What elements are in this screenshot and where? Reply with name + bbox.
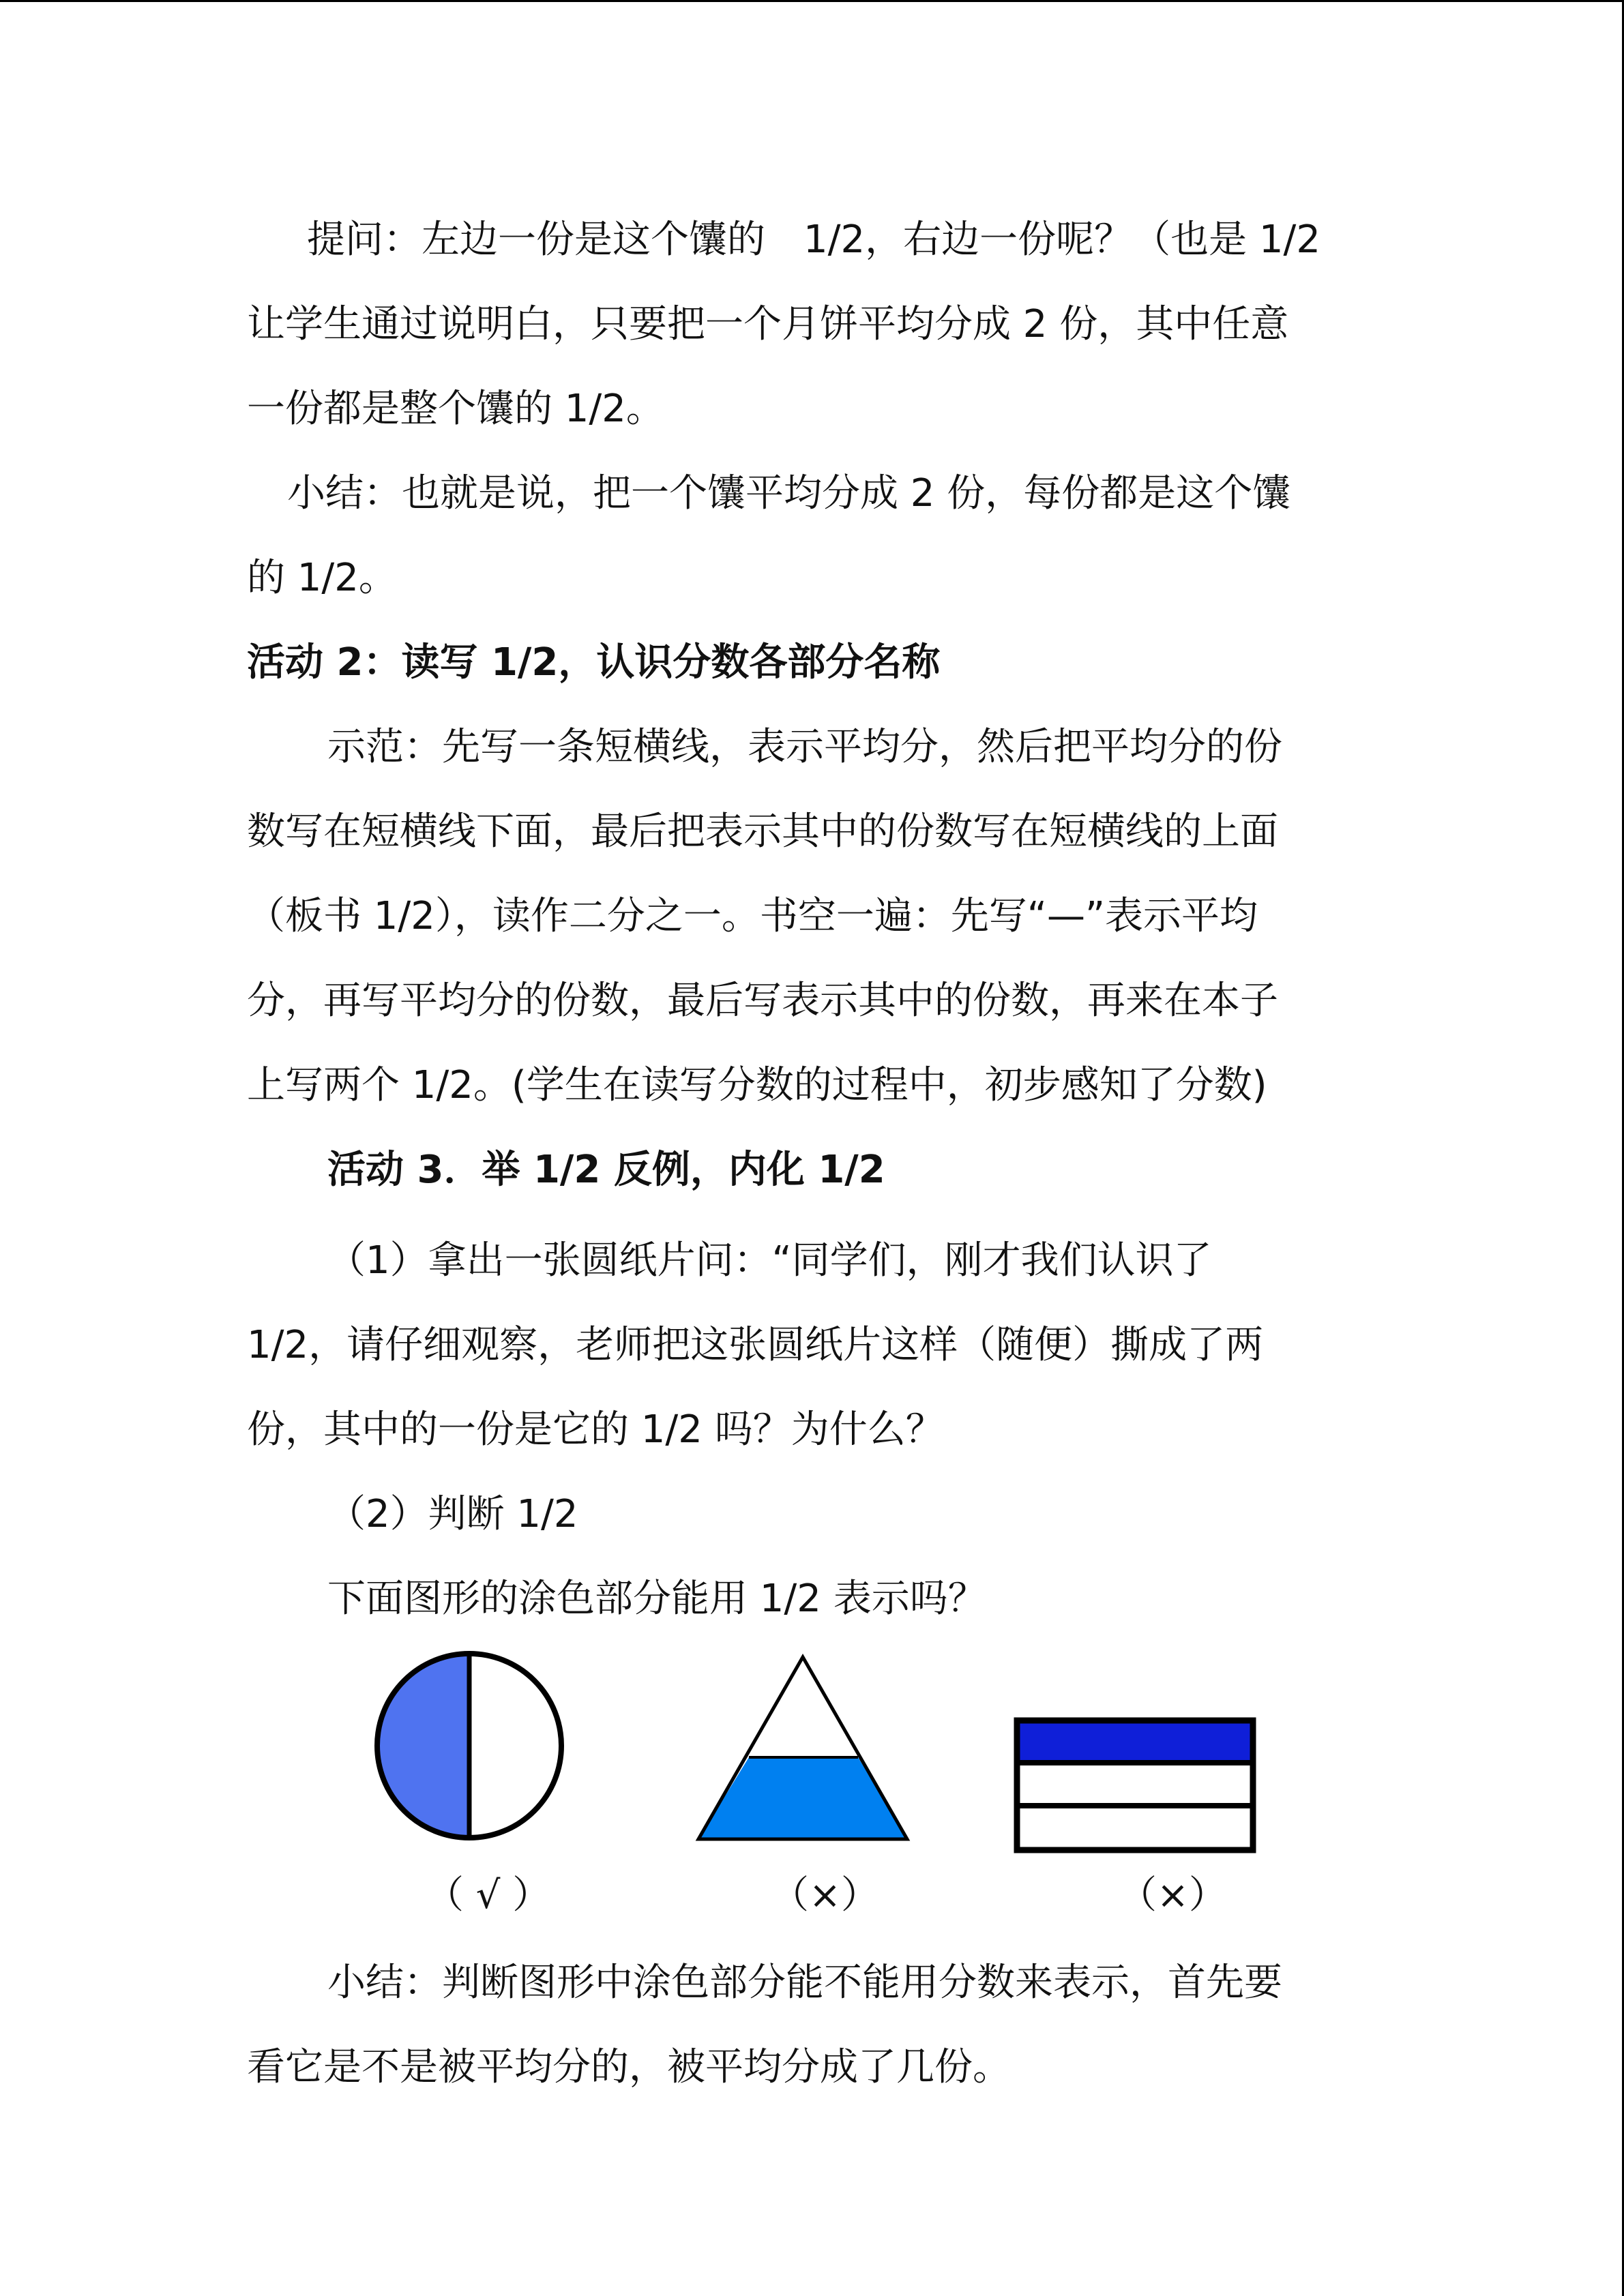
paragraph-line: 1/2，请仔细观察，老师把这张圆纸片这样（随便）撕成了两 xyxy=(247,1323,1264,1367)
rectangle-answer-mark: （×） xyxy=(1119,1873,1227,1918)
paragraph-line: 提问：左边一份是这个馕的 1/2，右边一份呢？（也是 1/2 xyxy=(307,218,1321,262)
shaded-triangle-figure xyxy=(694,1654,913,1845)
paragraph-line: （2）判断 1/2 xyxy=(327,1492,578,1536)
half-shaded-circle-figure xyxy=(374,1650,565,1841)
paragraph-line: 的 1/2。 xyxy=(247,556,397,600)
triangle-answer-mark: （×） xyxy=(771,1873,879,1918)
paragraph-line: 一份都是整个馕的 1/2。 xyxy=(247,387,664,431)
paragraph-line: 示范：先写一条短横线，表示平均分，然后把平均分的份 xyxy=(327,725,1282,769)
circle-answer-mark: （ √ ） xyxy=(426,1873,551,1918)
paragraph-line: 份，其中的一份是它的 1/2 吗？为什么？ xyxy=(247,1407,944,1452)
page-border-top xyxy=(0,0,1624,2)
circle-shaded-half xyxy=(377,1654,469,1838)
paragraph-line: 上写两个 1/2。(学生在读写分数的过程中，初步感知了分数) xyxy=(247,1063,1267,1107)
paragraph-line: 小结：也就是说，把一个馕平均分成 2 份，每份都是这个馕 xyxy=(287,471,1291,516)
rectangle-shaded-stripe xyxy=(1017,1720,1253,1763)
paragraph-line: （板书 1/2），读作二分之一。书空一遍：先写“—”表示平均 xyxy=(247,894,1258,938)
triangle-shaded-part xyxy=(698,1757,907,1839)
paragraph-line: 数写在短横线下面，最后把表示其中的份数写在短横线的上面 xyxy=(247,809,1278,854)
summary-line: 小结：判断图形中涂色部分能不能用分数来表示，首先要 xyxy=(327,1960,1282,2005)
striped-rectangle-figure xyxy=(1014,1717,1256,1853)
section-heading-activity-3: 活动 3．举 1/2 反例，内化 1/2 xyxy=(327,1148,885,1192)
paragraph-line: 让学生通过说明白，只要把一个月饼平均分成 2 份，其中任意 xyxy=(247,302,1289,346)
section-heading-activity-2: 活动 2：读写 1/2，认识分数各部分名称 xyxy=(247,640,941,685)
paragraph-line: 分，再写平均分的份数，最后写表示其中的份数，再来在本子 xyxy=(247,979,1278,1023)
paragraph-line: （1）拿出一张圆纸片问：“同学们，刚才我们认识了 xyxy=(327,1238,1212,1283)
summary-line: 看它是不是被平均分的，被平均分成了几份。 xyxy=(247,2045,1011,2089)
question-line: 下面图形的涂色部分能用 1/2 表示吗？ xyxy=(327,1577,986,1621)
